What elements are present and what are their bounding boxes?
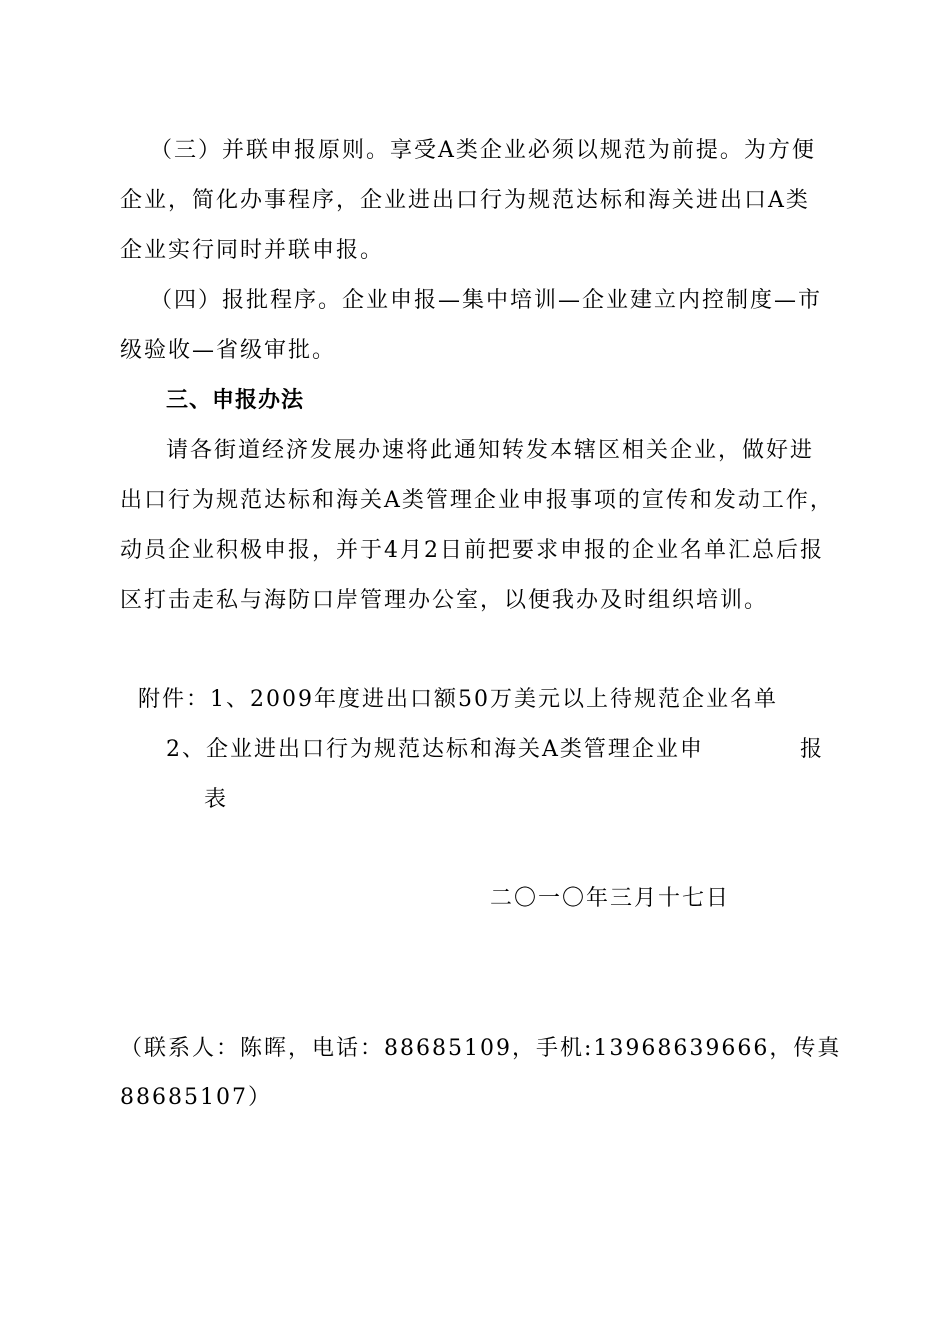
method-line-4: 区打击走私与海防口岸管理办公室，以便我办及时组织培训。	[120, 588, 769, 613]
section3-line-2: 企业，简化办事程序，企业进出口行为规范达标和海关进出口A类	[120, 188, 810, 213]
method-line-1: 请各街道经济发展办速将此通知转发本辖区相关企业，做好进	[166, 438, 815, 463]
section4-line-1: （四）报批程序。企业申报—集中培训—企业建立内控制度—市	[150, 288, 823, 313]
attachment-item-2: 2、企业进出口行为规范达标和海关A类管理企业申	[166, 737, 704, 762]
attachment-item-2-wrap: 表	[204, 787, 229, 812]
attachment-item-1: 附件：1、2009年度进出口额50万美元以上待规范企业名单	[138, 687, 778, 712]
method-line-2: 出口行为规范达标和海关A类管理企业申报事项的宣传和发动工作，	[120, 488, 834, 513]
contact-line-1: （联系人：陈晖，电话：88685109，手机:13968639666，传真	[120, 1036, 842, 1061]
section3-line-3: 企业实行同时并联申报。	[120, 238, 385, 263]
section-heading-apply-method: 三、申报办法	[166, 388, 305, 413]
document-date: 二〇一〇年三月十七日	[490, 886, 731, 911]
attachment-item-2-tail: 报	[800, 737, 825, 762]
section4-line-2: 级验收—省级审批。	[120, 338, 337, 363]
contact-line-2: 88685107）	[120, 1085, 272, 1110]
section3-line-1: （三）并联申报原则。享受A类企业必须以规范为前提。为方便	[150, 138, 816, 163]
method-line-3: 动员企业积极申报，并于4月2日前把要求申报的企业名单汇总后报	[120, 538, 824, 563]
